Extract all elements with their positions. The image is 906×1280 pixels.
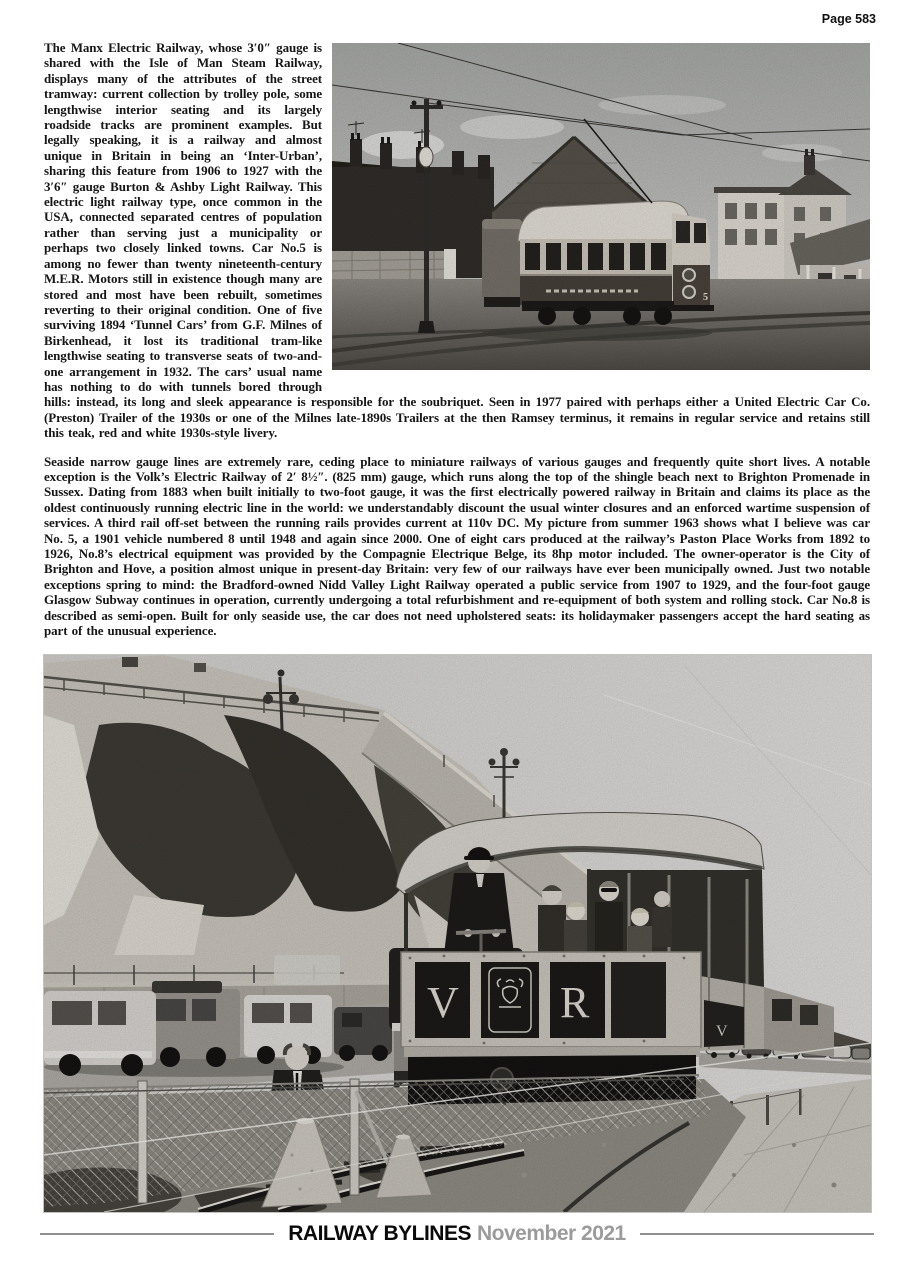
issue-date: November 2021 bbox=[476, 1222, 626, 1246]
photo-bottom-illustration bbox=[44, 655, 871, 1212]
paragraph2-text: Seaside narrow gauge lines are extremely rare, ceding place to miniature railways of various gauges and frequently quite short lives. A notable exception is the Volk’s Electric Railway of 2′ 8½″. (825 mm) gauge, which runs along the top of the shingle beach next to Brighton Promenade in Sussex. Dating from 1883 when built initially to two-foot gauge, it was the first electrically powered railway in Britain and claims its place as the oldest continuously running electric line in the world: we understandably discount the usual winter closures and an enforced wartime suspension of services. A third rail off-set between the running rails provides current at 110v DC. My picture from summer 1963 shows what I believe was car No. 5, a 1901 vehicle numbered 8 until 1948 and again since 2000. One of eight cars produced at the railway’s Paston Place Works from 1892 to 1926, No.8’s electrical equipment was provided by the Compagnie Electrique Belge, its 8hp motor included. The owner-operator is the City of Brighton and Hove, a position almost unique in present-day Britain: very few of our railways have ever been municipally owned. Just two notable exceptions spring to mind: the Bradford-owned Nidd Valley Light Railway operated a public service from 1907 to 1929, and the four-foot gauge Glasgow Subway continues in operation, currently undergoing a total refurbishment and re-equipment of both system and rolling stock. Car No.8 is described as semi-open. Built for only seaside use, the car does not need upholstered seats: its holidaymaker passengers accept the hard seating as part of the unusual experience. bbox=[44, 453, 870, 639]
article-body bbox=[44, 40, 870, 1246]
panel-letter-v: V bbox=[427, 978, 459, 1028]
photo-top-illustration bbox=[332, 43, 870, 370]
magazine-title: RAILWAY BYLINES bbox=[288, 1222, 471, 1246]
panel-letter-r: R bbox=[560, 978, 590, 1028]
paragraph-manx-electric bbox=[44, 40, 870, 441]
footer-rule-right bbox=[640, 1233, 874, 1235]
page-footer bbox=[40, 1222, 874, 1246]
photo-manx-electric-tram bbox=[332, 43, 870, 370]
footer-rule-left bbox=[40, 1233, 274, 1235]
paragraph-volks-railway bbox=[44, 454, 870, 639]
car-number: 5 bbox=[703, 292, 708, 303]
photo-volks-railway-car bbox=[43, 654, 872, 1213]
page-number: Page 583 bbox=[821, 12, 876, 26]
paragraph1-text: The Manx Electric Railway, whose 3′0″ gauge is shared with the Isle of Man Steam Railway, displays many of the attributes of the street tramway: current collection by trolley pole, some lengthwise interior seating and its largely roadside tracks are prominent examples. But legally speaking, it is a railway and almost unique in Britain in being an ‘Inter-Urban’, sharing this feature from 1906 to 1927 with the 3′6″ gauge Burton & Ashby Light Railway. This electric light railway type, once common in the USA, connected separated centres of population rather than serving just a municipality or perhaps two closely linked towns. Car No.5 is among no fewer than twenty nineteenth-century M.E.R. Motors still in existence though many are stored and most have been rebuilt, sometimes reverting to their original condition. One of five surviving 1894 ‘Tunnel Cars’ from G.F. Milnes of Birkenhead, it lost its traditional tram-like lengthwise seating to transverse seats of two-and-one arrangement in 1932. The cars’ usual name has nothing to do with tunnels bored through hills: instead, its long and sleek appearance is responsible for the soubriquet. Seen in 1977 paired with perhaps either a United Electric Car Co. (Preston) Trailer of the 1930s or one of the Milnes late-1890s Trailers at the then Ramsey terminus, it remains in regular service and retains still this teak, red and white 1930s-style livery. bbox=[44, 40, 870, 441]
side-panel-letter: V bbox=[716, 1023, 728, 1041]
